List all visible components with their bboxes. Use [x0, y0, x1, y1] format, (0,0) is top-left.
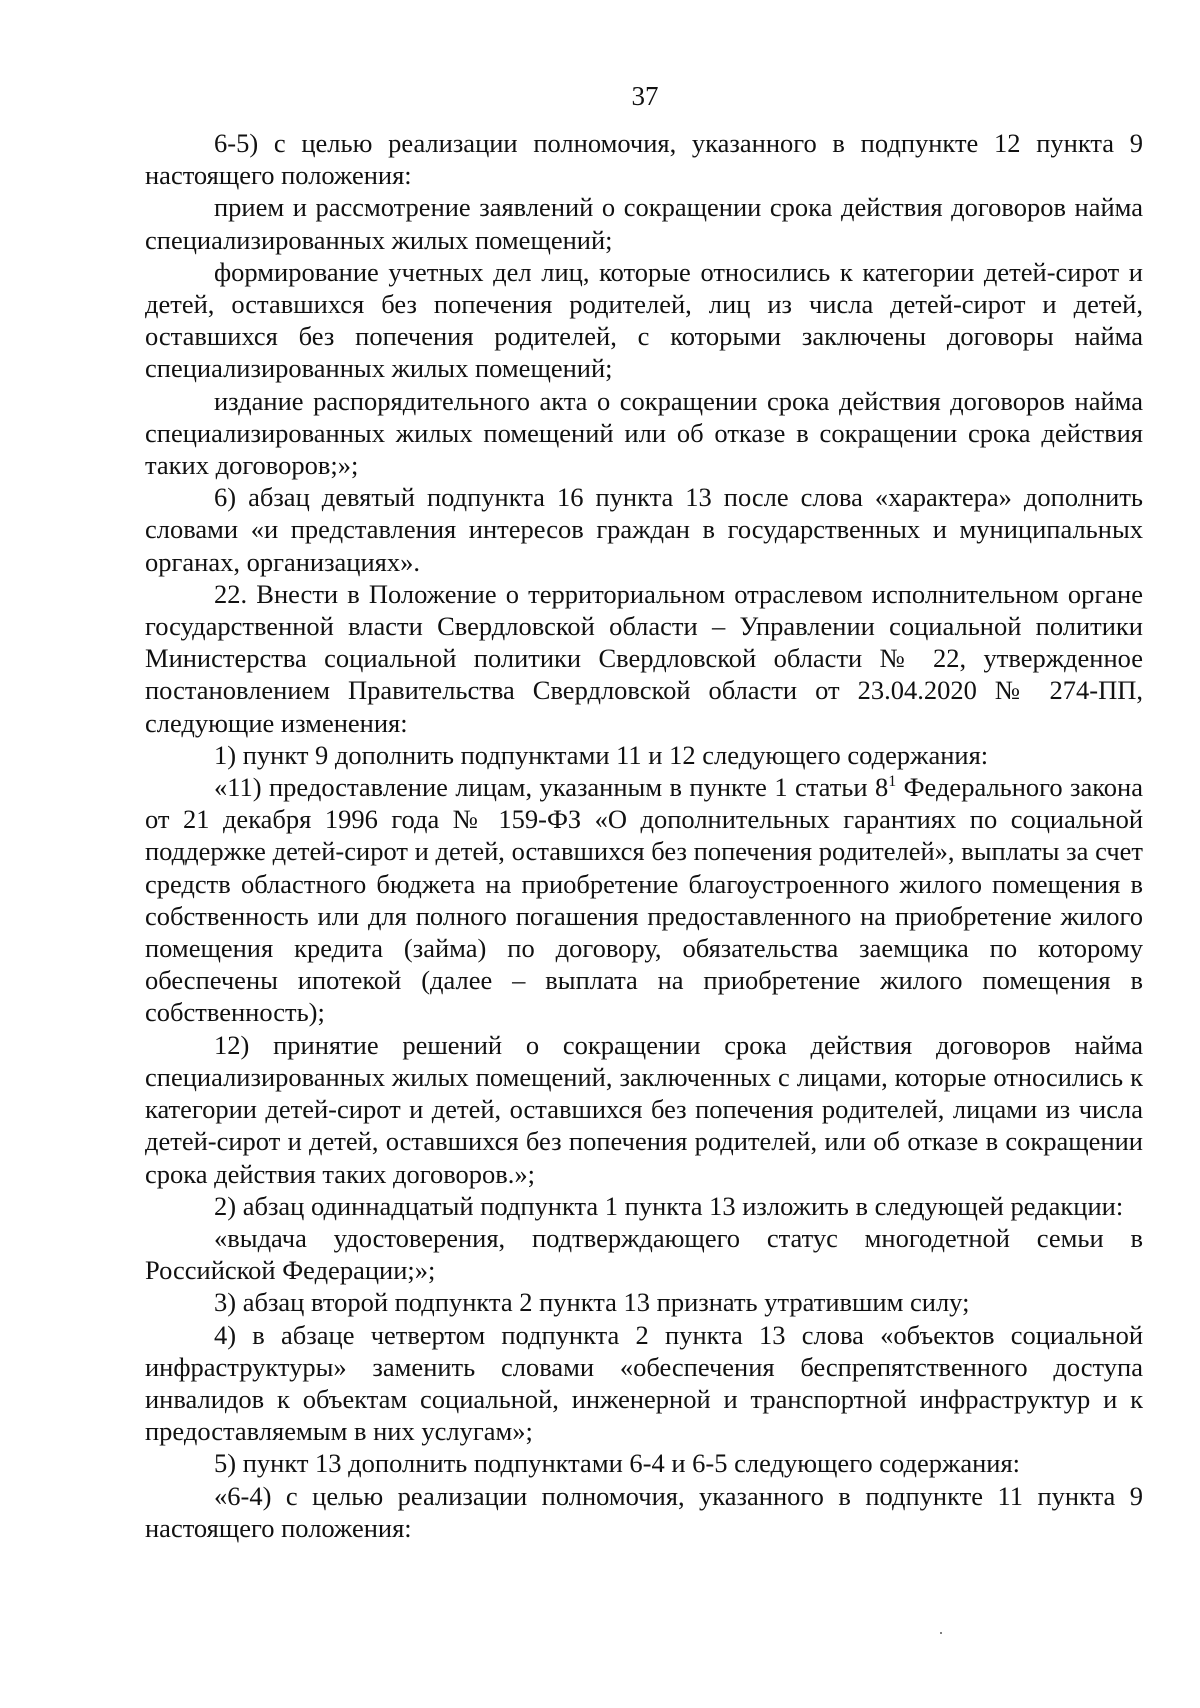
- paragraph-amend-5: 5) пункт 13 дополнить подпунктами 6-4 и 6-5 следующего содержания:: [214, 1448, 1021, 1479]
- paragraph-case-files: формирование учетных дел лиц, которые относились к категории детей-сирот и детей, оставшихся без попечения родителей, лиц из числа детей-сирот и детей, оставшихся без попечения родителей, с которыми заключены договоры найма специализированных жилых помещений;: [145, 256, 1143, 384]
- paragraph-item-22: 22. Внести в Положение о территориальном отраслевом исполнительном органе государственной власти Свердловской области – Управлении социальной политики Министерства социальной политики Свердловской области № 22, утвержденное постановлением Правительства Свердловской области от 23.04.2020 № 274-ПП, следующие изменения:: [145, 578, 1143, 738]
- paragraph-amend-2: 2) абзац одиннадцатый подпункта 1 пункта 13 изложить в следующей редакции:: [214, 1190, 1124, 1221]
- paragraph-amend-4: 4) в абзаце четвертом подпункта 2 пункта 13 слова «объектов социальной инфраструктуры» заменить словами «обеспечения беспрепятственного доступа инвалидов к объектам социальной, инженерной и транспортной инфраструктур и к предоставляемым в них услугам»;: [145, 1319, 1143, 1447]
- paragraph-amend-3: 3) абзац второй подпункта 2 пункта 13 признать утратившим силу;: [214, 1287, 970, 1318]
- article-superscript: 1: [888, 773, 897, 791]
- paragraph-administrative-act: издание распорядительного акта о сокращении срока действия договоров найма специализированных жилых помещений или об отказе в сокращении срока действия таких договоров;»;: [145, 385, 1143, 481]
- paragraph-amend-1: 1) пункт 9 дополнить подпунктами 11 и 12 следующего содержания:: [214, 739, 989, 770]
- subitem-11-text-end: Федерального закона от 21 декабря 1996 года № 159-ФЗ «О дополнительных гарантиях по социальной поддержке детей-сирот и детей, оставшихся без попечения родителей», выплаты за счет средств областного бюджета на приобретение благоустроенного жилого помещения в собственность или для полного погашения предоставленного на приобретение жилого помещения кредита (займа) по договору, обязательства заемщика по которому обеспечены ипотекой (далее – выплата на приобретение жилого помещения в собственность);: [145, 772, 1143, 1028]
- paragraph-6-5-intro: 6-5) с целью реализации полномочия, указанного в подпункте 12 пункта 9 настоящего положения:: [145, 128, 1143, 191]
- paragraph-reception: прием и рассмотрение заявлений о сокращении срока действия договоров найма специализированных жилых помещений;: [145, 192, 1143, 255]
- subitem-11-text-start: «11) предоставление лицам, указанным в пункте 1 статьи 8: [214, 772, 889, 803]
- page-number: 37: [631, 81, 659, 111]
- paragraph-subitem-12: 12) принятие решений о сокращении срока действия договоров найма специализированных жилых помещений, заключенных с лицами, которые относились к категории детей-сирот и детей, оставшихся без попечения родителей, лицами из числа детей-сирот и детей, оставшихся без попечения родителей, или об отказе в сокращении срока действия таких договоров.»;: [145, 1029, 1143, 1189]
- paragraph-item-6: 6) абзац девятый подпункта 16 пункта 13 после слова «характера» дополнить словами «и представления интересов граждан в государственных и муниципальных органах, организациях».: [145, 482, 1143, 577]
- paragraph-subitem-11: [145, 771, 1143, 1029]
- scan-speck: [940, 1632, 942, 1634]
- paragraph-certificate: «выдача удостоверения, подтверждающего статус многодетной семьи в Российской Федерации;»;: [145, 1222, 1143, 1286]
- document-body: [145, 127, 1143, 1544]
- paragraph-6-4-intro: «6-4) с целью реализации полномочия, указанного в подпункте 11 пункта 9 настоящего положения:: [145, 1480, 1143, 1543]
